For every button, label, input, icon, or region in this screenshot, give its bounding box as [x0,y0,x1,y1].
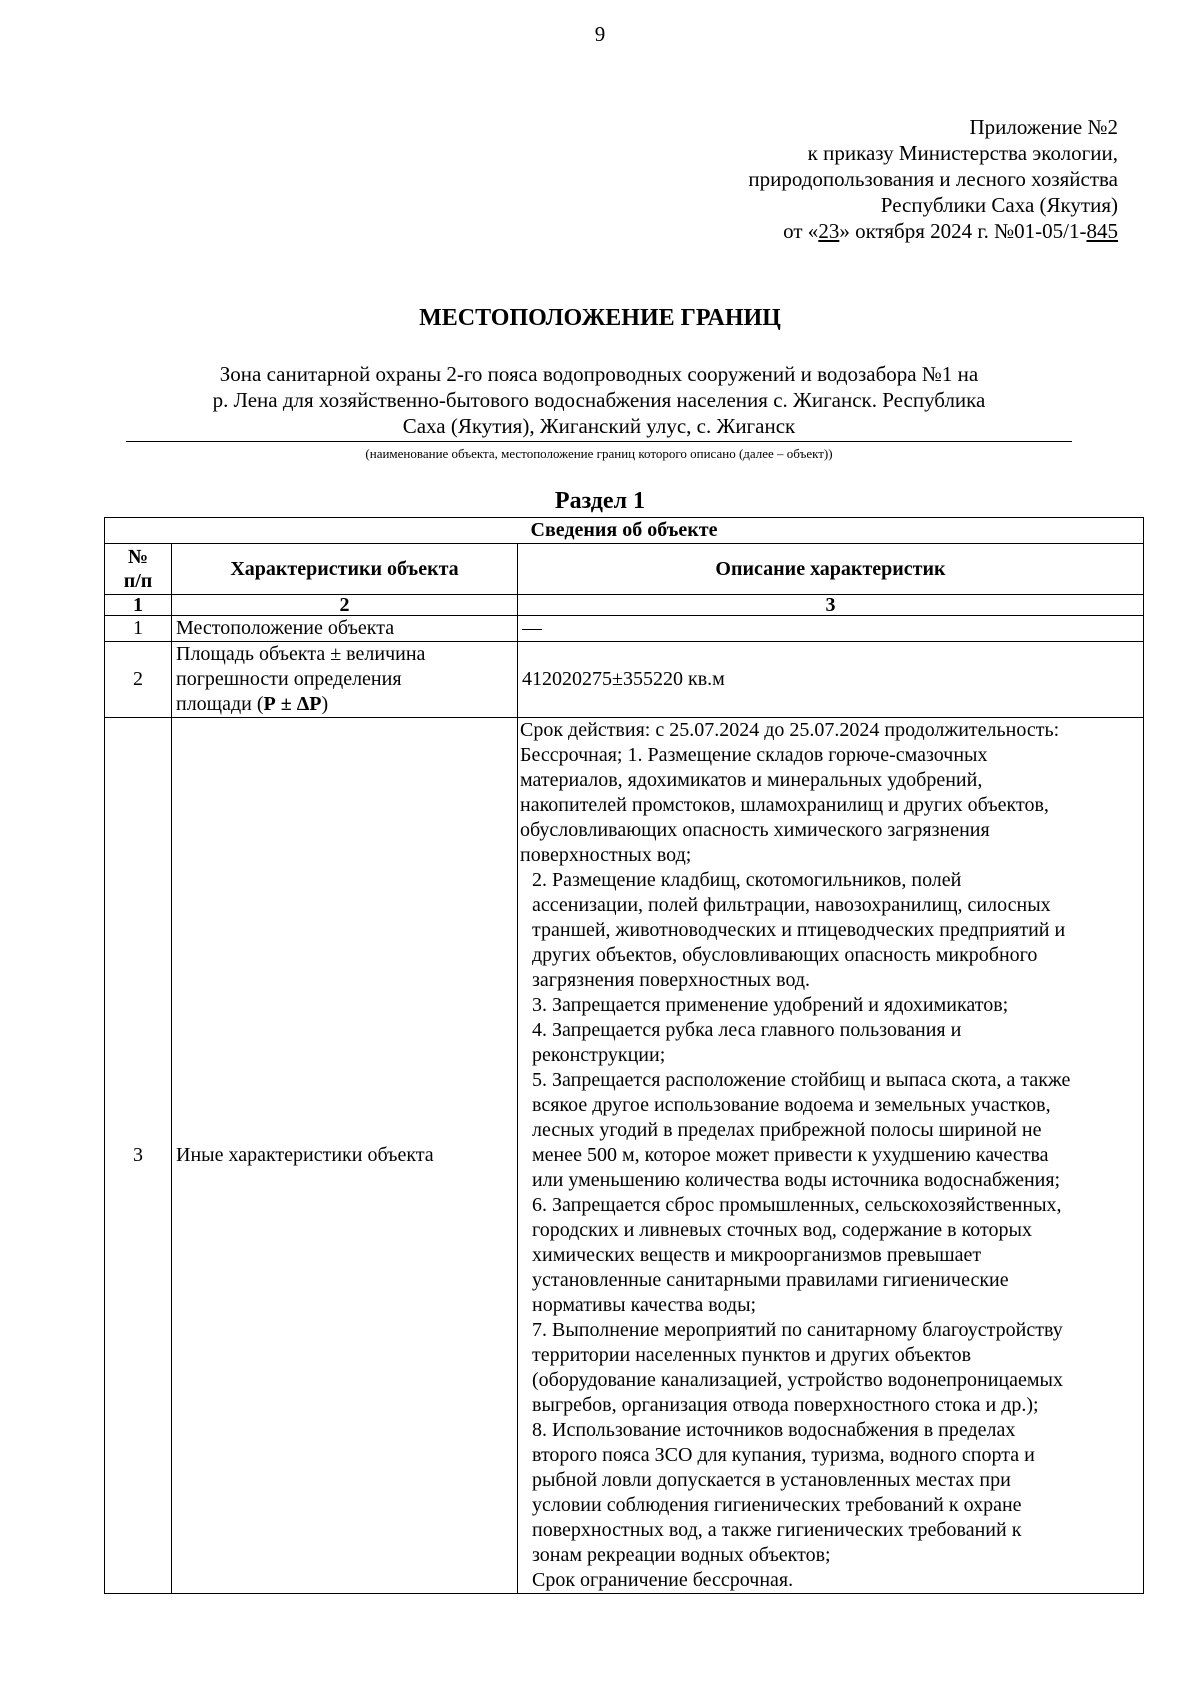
description-line: установленные санитарными правилами гигиенические [532,1269,1009,1291]
description-line: Бессрочная; 1. Размещение складов горюче-смазочных [520,744,988,766]
description-items [520,868,1139,1593]
table-row [105,642,1144,718]
object-name-line: Саха (Якутия), Жиганский улус, с. Жиганск [402,414,796,438]
appendix-date [748,218,1118,244]
table-row [105,616,1144,642]
description-line: 2. Размещение кладбищ, скотомогильников, полей [532,869,962,891]
header-num-line: № [127,546,149,568]
table-title: Сведения об объекте [105,518,1144,544]
appendix-line: природопользования и лесного хозяйства [748,167,1118,191]
table-header-row [105,544,1144,595]
table-title-row [105,518,1144,544]
header-num [105,544,172,595]
description-line: химических веществ и микроорганизмов превышает [532,1244,982,1266]
description-line: нормативы качества воды; [532,1294,757,1316]
appendix-header [748,114,1118,244]
row-characteristic [172,642,518,718]
characteristic-line: Площадь объекта ± величина [176,643,426,665]
header-number: 2 [172,595,518,616]
description-line: второго пояса ЗСО для купания, туризма, водного спорта и [532,1444,1035,1466]
characteristic-formula: Р ± ΔР [263,693,322,715]
description-line: траншей, животноводческих и птицеводческих предприятий и [532,919,1066,941]
appendix-line: к приказу Министерства экологии, [807,141,1118,165]
description-line: зонам рекреации водных объектов; [532,1544,831,1566]
row-description: 412020275±355220 кв.м [518,642,1144,718]
description-line: выгребов, организация отвода поверхностного стока и др.); [532,1394,1039,1416]
date-day: 23 [818,219,840,243]
description-line: поверхностных вод, а также гигиенических требований к [532,1519,1022,1541]
description-line: территории населенных пунктов и других объектов [532,1344,972,1366]
object-info-table [104,517,1144,1594]
description-line: менее 500 м, которое может привести к ухудшению качества [532,1144,1049,1166]
row-characteristic: Местоположение объекта [172,616,518,642]
characteristic-line [176,692,513,717]
description-line: или уменьшению количества воды источника водоснабжения; [532,1169,1061,1191]
description-line: 7. Выполнение мероприятий по санитарному благоустройству [532,1319,1063,1341]
header-number: 1 [105,595,172,616]
description-line: ассенизации, полей фильтрации, навозохранилищ, силосных [532,894,1051,916]
description-line: лесных угодий в пределах прибрежной полосы шириной не [532,1119,1042,1141]
row-characteristic: Иные характеристики объекта [172,718,518,1594]
description-line: городских и ливневых сточных вод, содержание в которых [532,1219,1032,1241]
order-number: 845 [1086,219,1118,243]
description-line: 5. Запрещается расположение стойбищ и выпаса скота, а также [532,1069,1071,1091]
date-middle: » октября 2024 г. №01-05/1- [839,219,1087,243]
description-line: рыбной ловли допускается в установленных местах при [532,1469,1011,1491]
object-name-line: р. Лена для хозяйственно-бытового водоснабжения населения с. Жиганск. Республика [212,388,986,412]
description-line: накопителей промстоков, шламохранилищ и других объектов, [520,794,1049,816]
description-line: 8. Использование источников водоснабжения в пределах [532,1419,1016,1441]
object-name-line: Зона санитарной охраны 2-го пояса водопроводных сооружений и водозабора №1 на [219,362,979,386]
description-line: 4. Запрещается рубка леса главного пользования и [532,1019,962,1041]
table-row [105,718,1144,1594]
description-line: материалов, ядохимикатов и минеральных удобрений, [520,769,983,791]
row-description: — [518,616,1144,642]
description-line: Срок действия: с 25.07.2024 до 25.07.2024 продолжительность: [520,719,1060,741]
description-line: 3. Запрещается применение удобрений и ядохимикатов; [532,994,1009,1016]
description-line: поверхностных вод; [520,844,692,866]
description-line: других объектов, обусловливающих опасность микробного [532,944,1038,966]
header-description: Описание характеристик [518,544,1144,595]
description-line: реконструкции; [532,1044,666,1066]
object-name [126,361,1072,442]
object-name-caption: (наименование объекта, местоположение границ которого описано (далее – объект)) [365,446,833,461]
header-number: 3 [518,595,1144,616]
description-line: всякое другое использование водоема и земельных участков, [532,1094,1051,1116]
row-description [518,718,1144,1594]
header-characteristic: Характеристики объекта [172,544,518,595]
document-title: МЕСТОПОЛОЖЕНИЕ ГРАНИЦ [419,305,781,331]
page-number: 9 [594,22,606,46]
description-line: Срок ограничение бессрочная. [532,1569,794,1591]
table-header-numbers-row [105,595,1144,616]
date-prefix: от « [783,219,819,243]
description-line: условии соблюдения гигиенических требований к охране [532,1494,1022,1516]
appendix-line: Республики Саха (Якутия) [880,193,1118,217]
description-line: загрязнения поверхностных вод. [532,969,811,991]
header-num-line: п/п [123,570,153,592]
description-lead [520,718,1139,868]
characteristic-text: ) [321,693,329,715]
row-num: 2 [105,642,172,718]
characteristic-line: погрешности определения [176,668,402,690]
section-title: Раздел 1 [554,488,646,514]
row-num: 1 [105,616,172,642]
description-line: обусловливающих опасность химического загрязнения [520,819,990,841]
appendix-line: Приложение №2 [969,115,1118,139]
description-line: (оборудование канализацией, устройство водонепроницаемых [532,1369,1063,1391]
description-line: 6. Запрещается сброс промышленных, сельскохозяйственных, [532,1194,1062,1216]
characteristic-text: площади ( [176,693,264,715]
row-num: 3 [105,718,172,1594]
